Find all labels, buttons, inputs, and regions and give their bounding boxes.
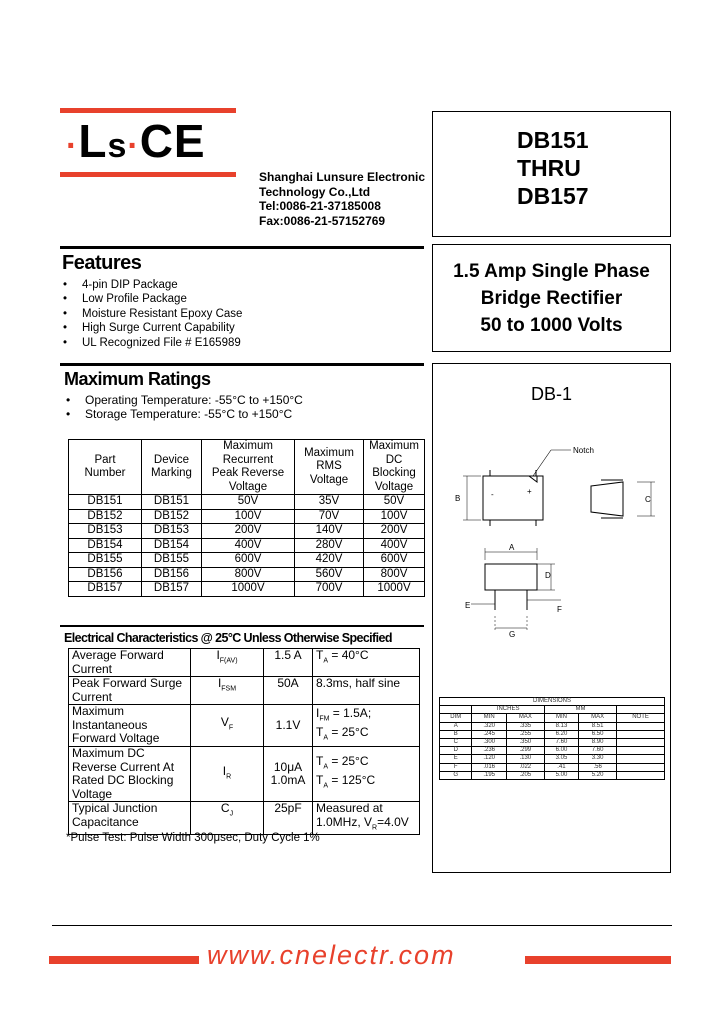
dim-f-label: F (557, 605, 562, 614)
package-drawing (433, 424, 670, 714)
ratings-table (68, 439, 425, 597)
dim-group-inches: INCHES (472, 706, 544, 714)
dim-c-label: C (645, 495, 651, 504)
table-row: DB157 DB157 1000V 700V 1000V (69, 582, 425, 597)
feature-item: • UL Recognized File # E165989 (63, 336, 363, 350)
dimensions-table (439, 697, 665, 780)
feature-item: • Low Profile Package (63, 292, 363, 306)
header-device-marking: Device Marking (142, 440, 202, 495)
package-box (432, 363, 671, 873)
electrical-table (68, 648, 420, 835)
company-name: Shanghai Lunsure Electronic (259, 170, 426, 184)
dim-a-label: A (509, 543, 515, 552)
table-row: Typical Junction Capacitance $C_J$ 25pF Measured at 1.0MHz, $V_R=4.0V$ (69, 802, 420, 835)
dim-table-title: DIMENSIONS (440, 698, 665, 706)
company-subname: Technology Co.,Ltd (259, 184, 371, 199)
footer-url[interactable]: www.cnelectr.com (207, 940, 456, 970)
table-row: G .195 .205 5.00 5.20 (440, 771, 665, 779)
dim-header-row: DIM MIN MAX MIN MAX NOTE (440, 714, 665, 722)
table-row: A .320 .335 8.13 8.51 (440, 722, 665, 730)
logo-bottom-bar (60, 172, 236, 177)
table-row: E .120 .130 3.05 3.30 (440, 755, 665, 763)
header-rms-voltage: Maximum RMS Voltage (295, 440, 364, 495)
header-part-number: Part Number (69, 440, 142, 495)
part-range-start: DB151 (517, 127, 589, 153)
table-row: F .016 .022 .41 .56 (440, 763, 665, 771)
part-range-box (432, 111, 671, 237)
features-rule (60, 246, 424, 249)
table-row: Peak Forward Surge Current $I_{FSM}$ 50A 8.3ms, half sine (69, 677, 420, 705)
logo-top-bar (60, 108, 236, 113)
ratings-title: Maximum Ratings (64, 369, 211, 389)
header-peak-reverse: Maximum Recurrent Peak Reverse Voltage (202, 440, 295, 495)
electrical-rule (60, 625, 424, 627)
company-fax: Fax:0086-21-57152769 (259, 213, 386, 228)
minus-label: - (491, 490, 494, 499)
description-box (432, 244, 671, 352)
table-row: B .245 .255 6.20 6.50 (440, 730, 665, 738)
ratings-item: • Storage Temperature: -55°C to +150°C (66, 407, 406, 421)
table-row: D .236 .299 6.00 7.60 (440, 747, 665, 755)
dim-g-label: G (509, 630, 516, 639)
notch-label: Notch (573, 446, 594, 455)
feature-item: • 4-pin DIP Package (63, 278, 363, 292)
plus-label: + (527, 487, 532, 496)
table-row: DB154 DB154 400V 280V 400V (69, 538, 425, 553)
side-view-body (591, 482, 623, 516)
table-row: C .300 .350 7.60 8.90 (440, 739, 665, 747)
dim-group-mm: MM (544, 706, 616, 714)
feature-item: • High Surge Current Capability (63, 321, 363, 335)
part-range-end: DB157 (517, 183, 589, 209)
table-row: DB152 DB152 100V 70V 100V (69, 509, 425, 524)
description-line-3: 50 to 1000 Volts (480, 315, 623, 336)
company-info (259, 170, 425, 228)
ratings-table-header (69, 440, 425, 495)
table-row: DB155 DB155 600V 420V 600V (69, 553, 425, 568)
table-row: Maximum Instantaneous Forward Voltage $V_F$ 1.1V $I_{FM} = 1.5A$; $T_A = 25^\circ C$ (69, 705, 420, 747)
front-view-body (485, 564, 537, 590)
part-range-thru: THRU (517, 155, 581, 181)
ratings-list (66, 393, 406, 422)
ratings-item: • Operating Temperature: -55°C to +150°C (66, 393, 406, 407)
company-tel: Tel:0086-21-37185008 (259, 199, 381, 213)
features-title: Features (62, 252, 142, 274)
company-logo: ·Ls·CE (66, 115, 206, 167)
features-list (63, 278, 363, 350)
table-row: DB153 DB153 200V 140V 200V (69, 524, 425, 539)
table-row: DB151 DB151 50V 35V 50V (69, 495, 425, 510)
dim-d-label: D (545, 571, 551, 580)
ratings-rule (60, 363, 424, 366)
description-line-2: Bridge Rectifier (480, 288, 623, 309)
pulse-footnote: *Pulse Test: Pulse Width 300μsec, Duty Cycle 1% (66, 832, 320, 844)
dim-b-label: B (455, 494, 461, 503)
table-row: Average Forward Current $I_{F(AV)}$ 1.5 A $T_A = 40^\circ C$ (69, 649, 420, 677)
table-row: Maximum DC Reverse Current At Rated DC Blocking Voltage $I_R$ 10μA 1.0mA $T_A = 25^\circ C$ $T_A = 125^\circ C$ (69, 747, 420, 802)
table-row: DB156 DB156 800V 560V 800V (69, 567, 425, 582)
header-dc-blocking: Maximum DC Blocking Voltage (364, 440, 425, 495)
notch-mark (529, 476, 537, 482)
feature-item: • Moisture Resistant Epoxy Case (63, 307, 363, 321)
description-line-1: 1.5 Amp Single Phase (453, 261, 650, 282)
package-name: DB-1 (530, 384, 572, 404)
electrical-title: Electrical Characteristics @ 25°C Unless Otherwise Specified (64, 631, 392, 645)
footer-rule (52, 925, 672, 926)
footer-right-bar (525, 956, 671, 964)
dim-e-label: E (465, 601, 471, 610)
footer-left-bar (49, 956, 199, 964)
